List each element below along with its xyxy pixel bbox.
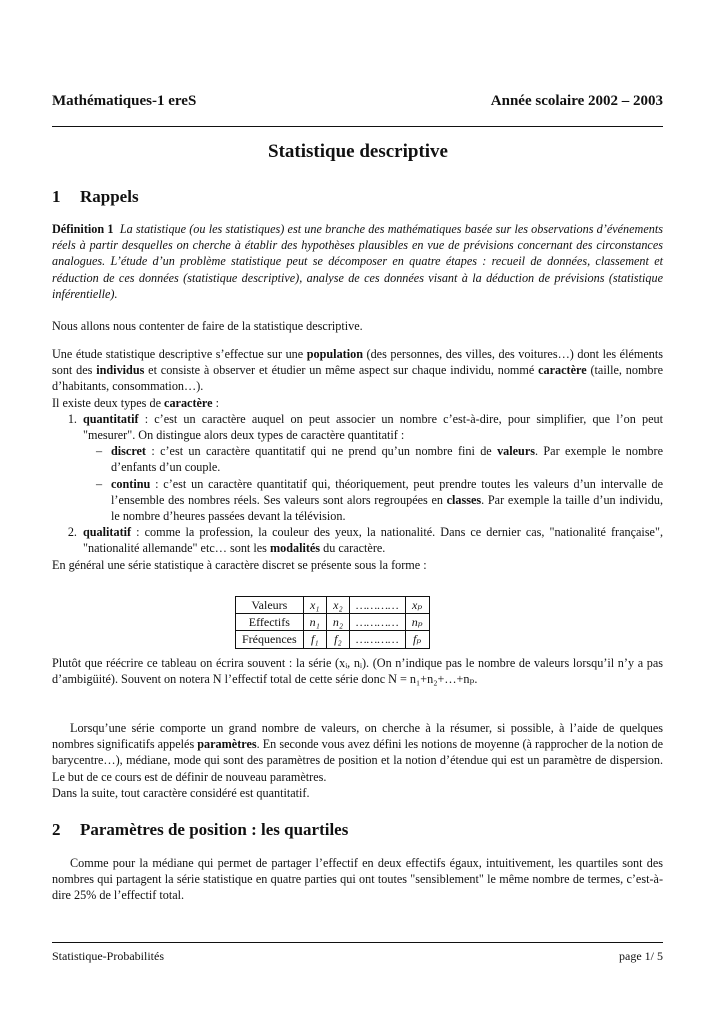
footer-subject: Statistique-Probabilités	[52, 949, 164, 963]
paragraph-comme	[52, 855, 663, 904]
series-table	[235, 596, 430, 649]
table-cell: f₂	[326, 631, 349, 648]
table-cell: Fréquences	[236, 631, 304, 648]
text-span: : c’est un caractère auquel on peut associer un nombre c’est-à-dire, pour simplifier, que l’on peut "mesurer". On distingue alors deux types de caractère quantitatif :	[83, 411, 663, 443]
term-continu: continu	[111, 476, 151, 491]
text-span: : c’est un caractère quantitatif qui, théoriquement, peut prendre toutes les valeurs d’un intervalle de l’ensemble des nombres réels. Ses valeurs sont alors regroupées en	[111, 476, 663, 507]
text-span: Il existe deux types de	[52, 395, 165, 410]
table-cell: fₚ	[405, 631, 429, 648]
table-row	[236, 631, 430, 648]
text-span: . Par exemple le nombre d’enfants d’un couple.	[111, 444, 663, 475]
text-span: du caractère.	[320, 541, 386, 556]
table-cell: Valeurs	[236, 597, 304, 614]
paragraph-text: Comme pour la médiane qui permet de partager l’effectif en deux effectifs égaux, intuitivement, les quartiles sont des nombres qui partagent la série statistique en quatre parties qui ont toutes "sensiblement" le même nombre de termes, c’est-à-dire 25% de l’effectif total.	[52, 856, 663, 903]
table-cell: n₂	[326, 614, 349, 631]
footer-rule	[52, 942, 663, 943]
term-discret: discret	[111, 444, 146, 459]
section-number: 1	[52, 187, 61, 206]
paragraph-serie: En général une série statistique à caractère discret se présente sous la forme :	[52, 557, 427, 572]
character-types-list	[52, 411, 663, 557]
text-span: et consiste à observer et étudier un même aspect sur chaque individu, nommé	[144, 363, 539, 378]
paragraph-contenter	[52, 318, 663, 334]
term-individus: individus	[96, 363, 145, 378]
page-header	[52, 93, 663, 109]
term-modalites: modalités	[269, 541, 321, 556]
table-cell: x₂	[326, 597, 349, 614]
list-item-quantitatif	[80, 411, 663, 524]
table-cell: xₚ	[405, 597, 429, 614]
table-cell: nₚ	[405, 614, 429, 631]
definition-block	[52, 221, 663, 302]
definition-label: Définition 1	[52, 222, 114, 236]
section-title: Paramètres de position : les quartiles	[80, 820, 349, 839]
table-row	[236, 597, 430, 614]
paragraph-etude	[52, 346, 663, 573]
paragraph-suite: Dans la suite, tout caractère considéré est quantitatif.	[52, 785, 310, 800]
term-valeurs: valeurs	[497, 444, 535, 459]
paragraph-lorsque	[52, 720, 663, 801]
header-year: Année scolaire 2002 – 2003	[490, 93, 663, 109]
text-span: . Par exemple la taille d’un individu, le nombre d’heures passées devant la télévision.	[111, 492, 663, 524]
text-span: . En seconde vous avez défini les notions de moyenne (à rapprocher de la notion de barycentre…), médiane, mode qui sont des paramètres de position et la notion d’étendue qui est un paramètre de dispersion. Le but de ce cours est de définir de nouveau paramètres.	[52, 737, 663, 784]
text-span: :	[212, 395, 219, 410]
paragraph-text: Plutôt que réécrire ce tableau on écrira souvent : la série (xᵢ, nᵢ). (On n’indique pas le nombre de valeurs lorsqu’il n’y a pas d’ambigüité). Souvent on notera N l’effectif total de cette série donc N = n₁+n₂+…+nₚ.	[52, 656, 663, 687]
text-span: Lorsqu’une série comporte un grand nombre de valeurs, on cherche à la résumer, si possible, à l’aide de quelques nombres significatifs appelés	[52, 721, 663, 752]
table-row	[236, 614, 430, 631]
list-item-continu	[99, 476, 663, 525]
term-parametres: paramètres	[197, 737, 257, 752]
term-qualitatif: qualitatif	[83, 525, 132, 540]
quantitative-subtypes-list	[83, 443, 663, 524]
section-number: 2	[52, 820, 61, 839]
section-title: Rappels	[80, 187, 139, 206]
term-quantitatif: quantitatif	[83, 411, 139, 426]
header-course: Mathématiques-1 ereS	[52, 93, 197, 109]
list-item-qualitatif	[80, 524, 663, 556]
table-cell: Effectifs	[236, 614, 304, 631]
paragraph-plutot	[52, 655, 663, 687]
table-cell: f₁	[303, 631, 326, 648]
text-span: (des personnes, des villes, des voitures…) dont les éléments sont des	[52, 347, 663, 378]
table-cell: x₁	[303, 597, 326, 614]
table-cell: …………	[350, 631, 406, 648]
page-number: page 1/ 5	[619, 949, 663, 963]
header-rule	[52, 126, 663, 127]
term-caractere: caractère	[164, 395, 213, 410]
text-span: (taille, nombre d’habitants, consommation…).	[52, 363, 663, 394]
page-footer	[52, 948, 663, 964]
text-span: : comme la profession, la couleur des yeux, la nationalité. Dans ce dernier cas, "nationalité française", "nationalité allemande" etc… sont les	[83, 525, 663, 556]
term-classes: classes	[446, 492, 482, 507]
text-span: Une étude statistique descriptive s’effectue sur une	[52, 347, 307, 361]
text-span: : c’est un caractère quantitatif qui ne prend qu’un nombre fini de	[145, 444, 498, 459]
section-heading-1	[52, 189, 139, 205]
term-caractere: caractère	[538, 363, 587, 378]
table-cell: …………	[350, 614, 406, 631]
list-item-discret	[99, 443, 663, 475]
definition-text: La statistique (ou les statistiques) est une branche des mathématiques basée sur les observations d’événements réels à partir desquelles on cherche à établir des hypothèses plausibles en vue de prévisions concernant des circonstances analogues. L’étude d’un problème statistique peut se décomposer en quatre étapes : recueil de données, classement et réduction de ces données (statistique descriptive), analyse de ces données visant à la déduction de prévisions (statistique inférentielle).	[52, 222, 663, 301]
term-population: population	[306, 347, 363, 361]
table-cell: …………	[350, 597, 406, 614]
paragraph-text: Nous allons nous contenter de faire de la statistique descriptive.	[52, 319, 363, 333]
table-cell: n₁	[303, 614, 326, 631]
section-heading-2	[52, 822, 348, 838]
page-title: Statistique descriptive	[268, 141, 448, 162]
